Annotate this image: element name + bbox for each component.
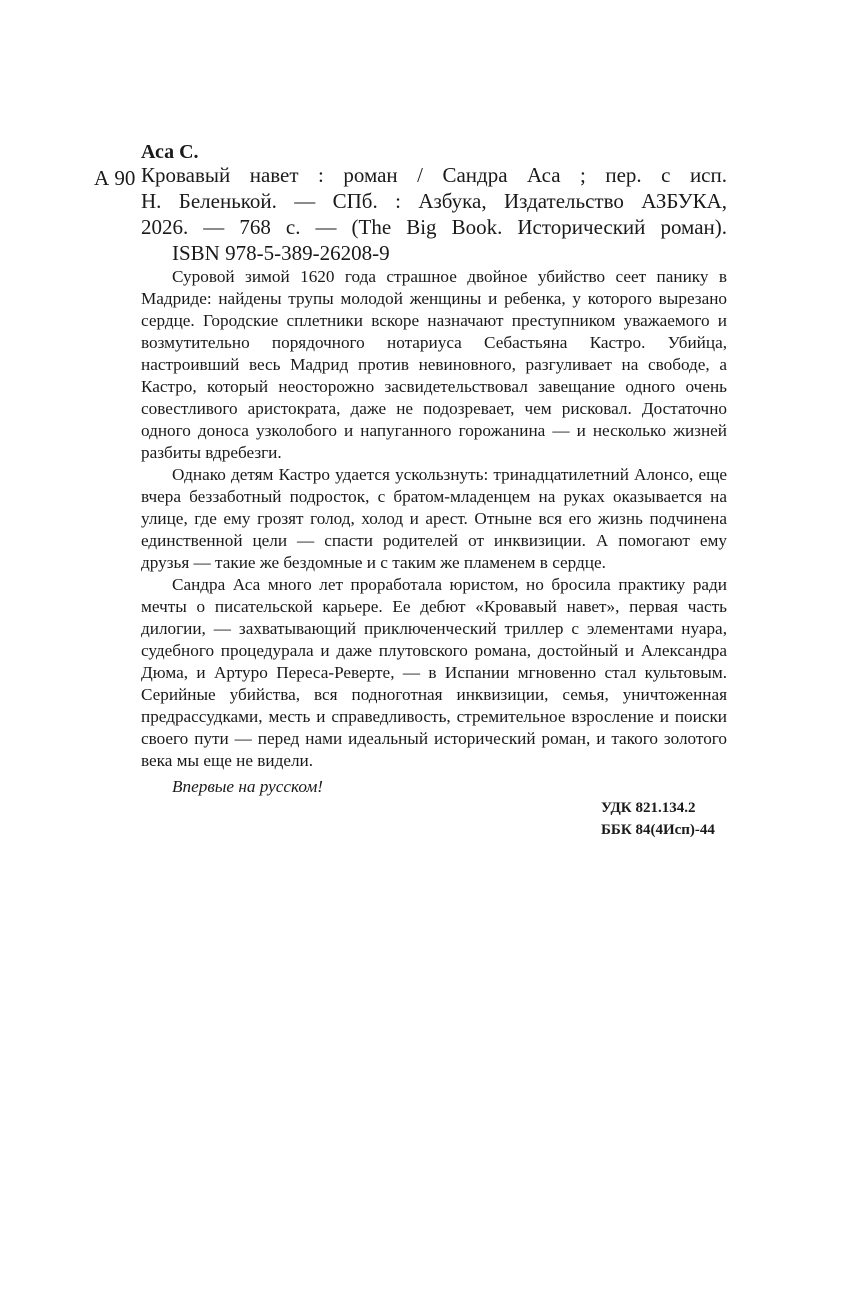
annotation-paragraph: Однако детям Кастро удается ускользнуть: тринадцатилетний Алонсо, еще вчера беззаботный подросток, с братом-младенцем на руках оказывается на улице, где ему грозят голод, холод и арест. Отныне вся его жизнь подчинена единственной цели — спасти родителей от инквизиции. А помогают ему друзья — такие же бездомные и с таким же пламенем в сердце. — [141, 465, 727, 572]
author-mark: А 90 — [94, 166, 136, 190]
bibliographic-description — [141, 162, 727, 240]
annotation — [141, 266, 727, 772]
first-in-russian-note: Впервые на русском! — [172, 777, 324, 796]
udk-code: УДК 821.134.2 — [601, 800, 696, 816]
author-heading: Аса С. — [141, 141, 199, 163]
annotation-paragraph: Суровой зимой 1620 года страшное двойное убийство сеет панику в Мадриде: найдены трупы молодой женщины и ребенка, у которого вырезано сердце. Городские сплетники вскоре назначают преступником уважаемого и возмутительно порядочного нотариуса Себастьяна Кастро. Убийца, настроивший весь Мадрид против невиновного, разгуливает на свободе, а Кастро, который неосторожно засвидетельствовал завещание одного очень совестливого аристократа, даже не подозревает, чем рисковал. Достаточно одного доноса узколобого и напуганного горожанина — и несколько жизней разбиты вдребезги. — [141, 267, 727, 462]
isbn: ISBN 978-5-389-26208-9 — [172, 241, 390, 265]
classification-codes — [601, 797, 715, 841]
biblio-line: 2026. — 768 с. — (The Big Book. Исторический роман). — [141, 215, 727, 239]
biblio-line: Кровавый навет : роман / Сандра Аса ; пер. с исп. — [141, 163, 727, 187]
annotation-paragraph: Сандра Аса много лет проработала юристом, но бросила практику ради мечты о писательской карьере. Ее дебют «Кровавый навет», первая часть дилогии, — захватывающий приключенческий триллер с элементами нуара, судебного процедурала и даже плутовского романа, достойный и Александра Дюма, и Артуро Переса-Реверте, — в Испании мгновенно стал культовым. Серийные убийства, вся подноготная инквизиции, семья, уничтоженная предрассудками, месть и справедливость, стремительное взросление и поиски своего пути — перед нами идеальный исторический роман, и такого золотого века мы еще не видели. — [141, 575, 727, 770]
bbk-code: ББК 84(4Исп)-44 — [601, 822, 715, 838]
biblio-line: Н. Беленькой. — СПб. : Азбука, Издательство АЗБУКА, — [141, 189, 727, 213]
